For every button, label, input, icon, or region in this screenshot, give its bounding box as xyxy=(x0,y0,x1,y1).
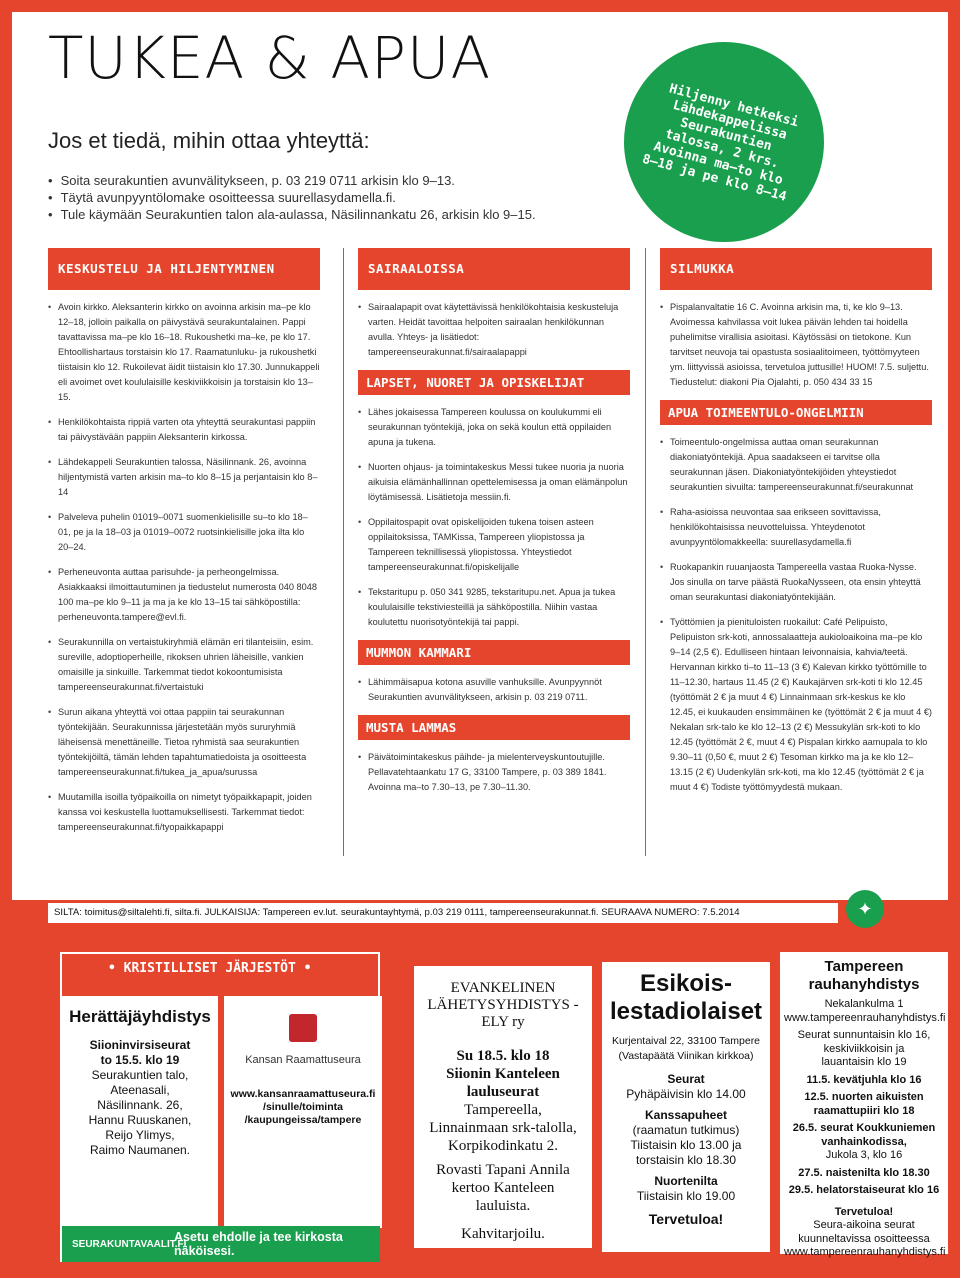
list-item: • Muutamilla isoilla työpaikoilla on nimetyt työpaikkapapit, joiden kanssa voi keskustella luottamuksellisesti. Tarkemmat tiedot: tampereenseurakunnat.fi/tyopaikkapappi xyxy=(48,790,320,835)
list-item: • Avoin kirkko. Aleksanterin kirkko on avoinna arkisin ma–pe klo 12–18, jolloin paikalla on päivystävä seurakuntalainen. Pappi tavattavissa ma–pe klo 16–18. Rukoushetki ma–ke, pe klo 17. Ehtoollishartaus torstaisin klo 17. Raamatunluku- ja rukoushetki tiistaisin klo 12. Rukoilevat äidit tiistaisin klo 17.30. Junnukappeli eli avoimet ovet koululaisille keskiviikkoisin ja torstaisin klo 13–15. xyxy=(48,300,320,405)
ad-line: (raamatun tutkimus) xyxy=(632,1123,740,1137)
section-heading: MUMMON KAMMARI xyxy=(358,640,630,665)
list-item: • Perheneuvonta auttaa parisuhde- ja perheongelmissa. Asiakkaaksi ilmoittautuminen ja tiedustelut numerosta 040 8048 100 ma–pe klo 9–11 ja ma ja ke klo 13–15 tai sähköpostilla: perheneuvonta.tampere@evl.fi. xyxy=(48,565,320,625)
ad-line: Nekalankulma 1 xyxy=(824,998,904,1010)
ad-line: Hannu Ruuskanen, xyxy=(88,1113,192,1127)
ad-line: lauantaisin klo 19 xyxy=(821,1056,907,1068)
footer-credits: SILTA: toimitus@siltalehti.fi, silta.fi. JULKAISIJA: Tampereen ev.lut. seurakuntayhtymä, p.03 219 0111, tampereenseurakunnat.fi. SEURAAVA NUMERO: 7.5.2014 xyxy=(48,903,838,923)
ad-line: (Vastapäätä Viinikan kirkkoa) xyxy=(618,1050,754,1062)
ad-line: Tiistaisin klo 19.00 xyxy=(636,1189,736,1203)
column-sairaaloissa xyxy=(358,248,630,805)
banner-slogan: Asetu ehdolle ja tee kirkosta näköisesi. xyxy=(174,1230,343,1258)
ad-name: Tampereen rauhanyhdistys xyxy=(808,958,920,993)
list-item: • Surun aikana yhteyttä voi ottaa pappiin tai seurakunnan työntekijään. Seurakunnissa järjestetään myös sururyhmiä läheisensä menettäneille. Tietoa ryhmistä saa seurakuntien työntekijöiltä, tämän lehden tapahtumatiedoista ja osoitteesta tampereenseurakunnat.fi/tukea_ja_apua/surussa xyxy=(48,705,320,780)
ad-line: Reijo Ylimys, xyxy=(105,1128,175,1142)
ad-name: Herättäjäyhdistys xyxy=(69,1007,211,1026)
ad-line: Tiistaisin klo 13.00 ja xyxy=(630,1138,742,1152)
list-item: • Tekstaritupu p. 050 341 9285, tekstaritupu.net. Apua ja tukea koululaisille tekstiviesteillä ja sähköpostilla. Niihin vastaa koulutettu nuorisotyöntekijä tai pappi. xyxy=(358,585,630,630)
intro-item: • Tule käymään Seurakuntien talon ala-aulassa, Näsilinnankatu 26, arkisin klo 9–15. xyxy=(48,206,536,223)
ad-line: Su 18.5. klo 18 xyxy=(456,1048,550,1064)
banner-site: SEURAKUNTAVAALIT.FI xyxy=(72,1238,187,1250)
ad-line: lauluista. xyxy=(475,1198,531,1214)
ad-line: keskiviikkoisin ja xyxy=(823,1042,905,1055)
entry-list xyxy=(358,300,630,360)
page-title: TUKEA & APUA xyxy=(48,24,492,92)
ad-line: Siioninvirsiseurat xyxy=(89,1038,191,1052)
ad-line: Nuortenilta xyxy=(654,1174,718,1188)
ad-line: Ateenasali, xyxy=(110,1083,170,1097)
list-item: • Oppilaitospapit ovat opiskelijoiden tukena toisen asteen oppilaitoksissa, TAMKissa, Tampereen yliopistossa ja Tampereen teknillisessä yliopistossa. Yhteystiedot tampereenseurakunnat.fi/opiskelijalle xyxy=(358,515,630,575)
section-heading: MUSTA LAMMAS xyxy=(358,715,630,740)
badge-text: Hiljenny hetkeksi Lähdekappelissa Seurakuntien talossa, 2 krs. Avoinna ma–to klo 8–18 ja pe klo 8–14 xyxy=(640,81,800,205)
column-silmukka xyxy=(660,248,932,805)
ad-line: Linnainmaan srk-talolla, xyxy=(429,1120,577,1136)
column-heading: SILMUKKA xyxy=(660,248,932,290)
ad-line: kertoo Kanteleen xyxy=(451,1180,555,1196)
kristilliset-title: • KRISTILLISET JÄRJESTÖT • xyxy=(102,961,318,976)
chapel-badge xyxy=(624,42,824,242)
list-item: • Sairaalapapit ovat käytettävissä henkilökohtaisia keskusteluja varten. Heidät tavoittaa helpoiten sairaalan henkilökunnan avulla. Yhteys- ja lisätiedot: tampereenseurakunnat.fi/sairaalapappi xyxy=(358,300,630,360)
ad-line: 26.5. seurat Koukkuniemen xyxy=(792,1122,936,1134)
entry-list xyxy=(358,750,630,795)
ad-line: vanhainkodissa, xyxy=(821,1135,907,1148)
list-item: • Ruokapankin ruuanjaosta Tampereella vastaa Ruoka-Nysse. Jos sinulla on tarve päästä RuokaNysseen, ota ensin yhteyttä oman seurakuntasi diakoniatyöntekijään. xyxy=(660,560,932,605)
column-heading: SAIRAALOISSA xyxy=(358,248,630,290)
intro-item: • Soita seurakuntien avunvälitykseen, p. 03 219 0711 arkisin klo 9–13. xyxy=(48,172,536,189)
column-divider xyxy=(645,248,646,856)
ad-line: 27.5. naisteniltа klo 18.30 xyxy=(798,1166,930,1179)
list-item: • Palveleva puhelin 01019–0071 suomenkielisille su–to klo 18–01, pe ja la 18–03 ja 01019–0072 ruotsinkielisille joka ilta klo 20–24. xyxy=(48,510,320,555)
list-item: • Nuorten ohjaus- ja toimintakeskus Messi tukee nuoria ja nuoria aikuisia elämänhallinnan opettelemisessa ja oman elämänpolun löytämisessä. Lisätietoja messiin.fi. xyxy=(358,460,630,505)
ad-line: Seurat xyxy=(667,1072,705,1086)
list-item: • Pispalanvaltatie 16 C. Avoinna arkisin ma, ti, ke klo 9–13. Avoimessa kahvilassa voit lukea päivän lehden tai hoidella puhelimitse virallisia asioitasi. Käytössäsi on tietokone. Kun tarvitset neuvoja tai opastusta sosiaalitoimeen, työttömyyteen ym. liittyvissä asioissa, tervetuloa juttusille! HUOM! 7.5. suljettu. Tiedustelut: diakoni Pia Ojalahti, p. 050 434 33 15 xyxy=(660,300,932,390)
vaalit-banner[interactable] xyxy=(62,1226,380,1262)
herattaja-ad xyxy=(62,996,218,1228)
ad-line: Näsilinnank. 26, xyxy=(97,1098,183,1112)
intro-item: • Täytä avunpyyntölomake osoitteessa suurellasydamella.fi. xyxy=(48,189,536,206)
list-item: • Lähes jokaisessa Tampereen koulussa on koulukummi eli seurakunnan työntekijä, joka on sekä koulun että oppilaiden apuna ja tukena. xyxy=(358,405,630,450)
section-heading: APUA TOIMEENTULO-ONGELMIIN xyxy=(660,400,932,425)
ad-line: raamattupiiri klo 18 xyxy=(813,1104,915,1117)
ad-line: to 15.5. klo 19 xyxy=(100,1053,180,1067)
ad-line: lauluseurat xyxy=(466,1084,540,1100)
ad-line: Korpikodinkatu 2. xyxy=(448,1138,558,1154)
list-item: • Toimeentulo-ongelmissa auttaa oman seurakunnan diakoniatyöntekijä. Apua saadakseen ei tarvitse olla seurakunnan jäsen. Diakoniatyöntekijöiden yhteystiedot seurakuntien sivuilta: tampereenseurakunnat.fi/seurakunnat xyxy=(660,435,932,495)
ad-line: Tervetuloa! xyxy=(648,1211,724,1227)
list-item: • Päivätoimintakeskus päihde- ja mielenterveyskuntoutujille. Pellavatehtaankatu 17 G, 33100 Tampere, p. 03 389 1841. Avoinna ma–to 7.30–13, pe 7.30–11.30. xyxy=(358,750,630,795)
ad-line: Tampereella, xyxy=(464,1102,542,1118)
entry-list xyxy=(358,675,630,705)
ad-line[interactable]: www.tampereenrauhanyhdistys.fi xyxy=(784,1246,946,1258)
ad-line: Tervetuloa! xyxy=(834,1205,894,1218)
esikoislestadiolaiset-ad xyxy=(602,962,770,1252)
ad-line: Seura-aikoina seurat xyxy=(813,1219,915,1231)
column-keskustelu xyxy=(48,248,320,845)
section-heading: LAPSET, NUORET JA OPISKELIJAT xyxy=(358,370,630,395)
column-heading: KESKUSTELU JA HILJENTYMINEN xyxy=(48,248,320,290)
page-subtitle: Jos et tiedä, mihin ottaa yhteyttä: xyxy=(48,128,370,153)
rauhanyhdistys-ad xyxy=(780,952,948,1258)
ad-line: kuunneltavissa osoitteessa xyxy=(798,1232,930,1245)
ad-line: Rovasti Tapani Annila xyxy=(436,1162,570,1178)
entry-list xyxy=(660,300,932,390)
ad-line: Kurjentaival 22, 33100 Tampere xyxy=(611,1035,761,1047)
church-logo-icon: ✦ xyxy=(846,890,884,928)
column-divider xyxy=(343,248,344,856)
ad-line: 12.5. nuorten aikuisten xyxy=(804,1091,924,1103)
ad-line: Siionin Kanteleen xyxy=(446,1066,560,1082)
ad-name: Esikois-lestadiolaiset xyxy=(609,970,763,1025)
evankelinen-ad xyxy=(414,966,592,1248)
entry-list xyxy=(660,435,932,795)
list-item: • Työttömien ja pienituloisten ruokailut: Café Pelipuisto, Pelipuiston srk-koti, annossalaatteja aukioloaikoina ma–pe klo 9–14 (2,5 €). Edulliseen hintaan leivonnaisia, kahvia/teetä. Hervannan kirkko ti–to 11–13 (3 €) Kalevan kirkko työttömille to 11–12.30, hartaus 11.45 (2 €) Kaukajärven srk-koti ti klo 12.45 (työttömät 2 € ja muut 4 €) Linnainmaan srk-keskus ke klo 12.45, ei kuukauden ensimmäinen ke (työttömät 2 € ja muut 4 €) Nekalan srk-talo ke klo 12–13 (2 €) Messukylän srk-koti to klo 12.45 (työttömät 2 €, muut 4 €) Pispalan kirkko aamupala to klo 9.30–11 (0,50 €, muut 2 €) Tesoman kirkko ma ja ke klo 12–13.15 (2 €) Uudenkylän srk-koti, ma klo 12.45 (työttömät 2 € ja muut 4 €) Todiste työttömyydestä mukaan. xyxy=(660,615,932,795)
grape-logo-icon xyxy=(230,1006,376,1050)
list-item: • Seurakunnilla on vertaistukiryhmiä elämän eri tilanteisiin, esim. sureville, adoptioperheille, rikoksen uhrien läheisille, vankien omaisille ja sinkuille. Tarkemmat tiedot kokoontumisista tampereenseurakunnat.fi/vertaistuki xyxy=(48,635,320,695)
ad-line: Kahvitarjoilu. xyxy=(461,1226,545,1242)
ad-line: torstaisin klo 18.30 xyxy=(635,1153,737,1167)
ad-line: Jukola 3, klo 16 xyxy=(825,1149,903,1161)
ad-name: EVANKELINEN LÄHETYSYHDISTYS - ELY ry xyxy=(427,980,579,1030)
list-item: • Lähimmäisapua kotona asuville vanhuksille. Avunpyynnöt Seurakuntien avunvälitykseen, arkisin p. 03 219 0711. xyxy=(358,675,630,705)
ad-name: Kansan Raamattuseura xyxy=(245,1054,361,1066)
list-item: • Raha-asioissa neuvontaa saa erikseen sovittavissa, henkilökohtaisissa neuvotteluissa. Yhteydenotot avunpyyntölomakkeella: suurellasydamella.fi xyxy=(660,505,932,550)
ad-line: Raimo Naumanen. xyxy=(89,1143,191,1157)
ad-line: Kanssapuheet xyxy=(644,1108,728,1122)
intro-list xyxy=(48,172,536,223)
list-item: • Henkilökohtaista rippiä varten ota yhteyttä seurakuntasi pappiin tai päivystävään pappiin Aleksanterin kirkossa. xyxy=(48,415,320,445)
ad-line: Pyhäpäivisin klo 14.00 xyxy=(626,1087,746,1101)
ad-line: 11.5. kevätjuhla klo 16 xyxy=(806,1073,922,1086)
entry-list xyxy=(48,300,320,835)
ad-line: 29.5. helatorstaiseurat klo 16 xyxy=(788,1184,940,1196)
ad-url[interactable]: www.kansanraamattuseura.fi /sinulle/toiminta /kaupungeissa/tampere xyxy=(230,1088,376,1126)
list-item: • Lähdekappeli Seurakuntien talossa, Näsilinnank. 26, avoinna hiljentymistä varten arkisin ma–to klo 8–15 ja perjantaisin klo 8–14 xyxy=(48,455,320,500)
ad-line: Seurat sunnuntaisin klo 16, xyxy=(797,1029,931,1041)
ad-line: Seurakuntien talo, xyxy=(91,1068,189,1082)
entry-list xyxy=(358,405,630,630)
ad-line[interactable]: www.tampereenrauhanyhdistys.fi xyxy=(784,1011,946,1024)
kansan-raamattuseura-ad xyxy=(224,996,382,1228)
